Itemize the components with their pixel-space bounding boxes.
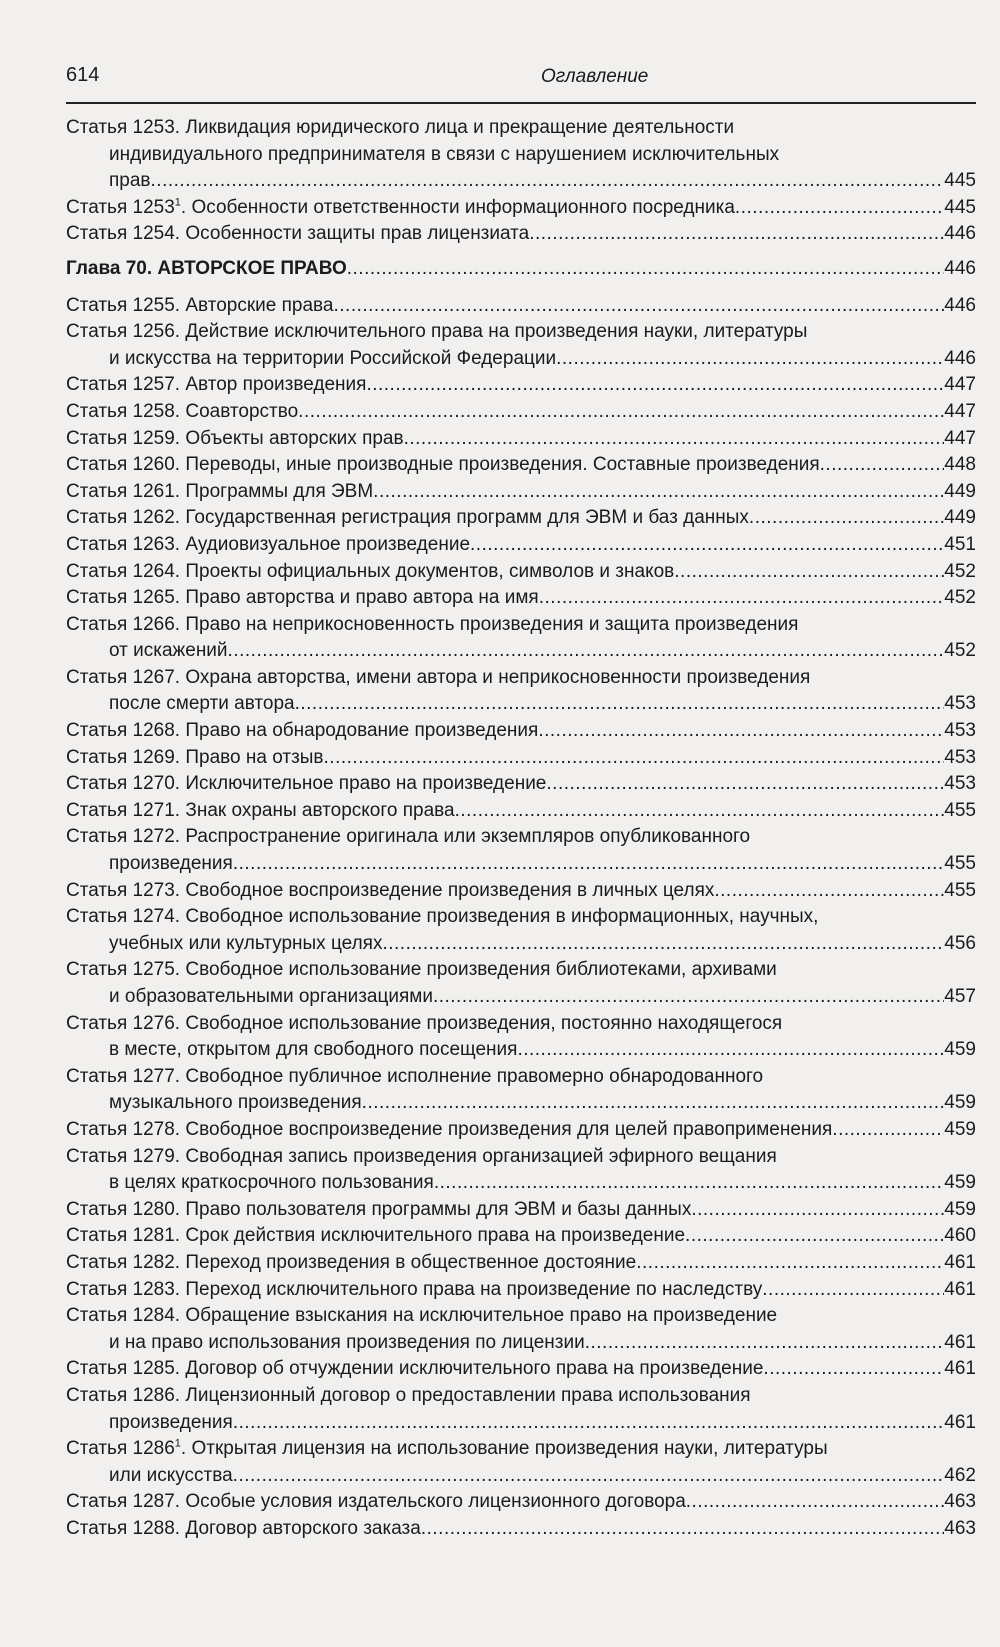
toc-page-number: 459 (944, 1172, 976, 1194)
toc-entry-number: Статья 1268. (66, 720, 181, 742)
toc-entry-number: Статья 1253 (66, 196, 175, 218)
toc-entry-number: Статья 1285. (66, 1358, 181, 1380)
toc-entry-number: Статья 1286. (66, 1384, 181, 1406)
toc-entry-number: Статья 1272. (66, 826, 181, 848)
toc-entry-number: Статья 1284. (66, 1305, 181, 1327)
toc-entry-continuation: произведения (109, 853, 233, 875)
toc-entry-continuation: и образовательными организациями (109, 986, 433, 1007)
toc-page-number: 461 (944, 1411, 976, 1433)
toc-entry-number: Статья 1270. (66, 773, 181, 795)
toc-page-number: 459 (944, 1039, 976, 1061)
toc-entry-title: Ликвидация юридического лица и прекращение деятельности (180, 117, 735, 138)
toc-entry (66, 1011, 976, 1064)
toc-page-number: 447 (944, 427, 976, 449)
dot-leader (585, 1330, 945, 1357)
toc-entry-superscript: 1 (174, 1437, 181, 1450)
toc-entry (66, 1277, 976, 1304)
toc-page-number: 448 (944, 454, 976, 476)
toc-entry (66, 1197, 976, 1224)
toc-entry-continuation: в целях краткосрочного пользования (109, 1172, 434, 1194)
toc-entry-number: Статья 1266. (66, 613, 181, 635)
toc-entry-title: Свободное использование произведения в информационных, научных, (180, 906, 819, 928)
toc-page-number: 461 (944, 1331, 976, 1353)
toc-entry-title: Особые условия издательского лицензионного договора (180, 1491, 686, 1513)
toc-entry (66, 878, 976, 905)
dot-leader (455, 798, 945, 825)
toc-entry-title: Лицензионный договор о предоставлении права использования (180, 1384, 751, 1406)
dot-leader (373, 479, 944, 506)
dot-leader (295, 691, 945, 718)
toc-entry (66, 824, 976, 877)
toc-page-number: 463 (944, 1517, 976, 1539)
toc-page-number: 461 (944, 1251, 976, 1273)
toc-page-number: 453 (944, 773, 976, 795)
toc-page-number: 453 (944, 693, 976, 715)
toc-entry (66, 665, 976, 718)
dot-leader (714, 878, 944, 905)
dot-leader (538, 718, 944, 745)
dot-leader (686, 1489, 945, 1516)
toc-entry-number: Статья 1279. (66, 1145, 181, 1167)
toc-page-number: 459 (944, 1092, 976, 1114)
toc-entry-continuation: произведения (109, 1411, 233, 1433)
toc-entry-number: Статья 1278. (66, 1118, 181, 1140)
toc-page-number: 452 (944, 587, 976, 609)
toc-entry-title: Свободная запись произведения организацией эфирного вещания (180, 1145, 777, 1167)
dot-leader (333, 293, 944, 320)
toc-entry-title: Право пользователя программы для ЭВМ и базы данных (180, 1198, 692, 1220)
dot-leader (228, 638, 945, 665)
toc-entry-continuation: учебных или культурных целях (109, 932, 383, 954)
toc-entry-number: Статья 1267. (66, 666, 181, 688)
toc-page-number: 446 (944, 223, 976, 245)
toc-entry-number: Статья 1283. (66, 1278, 181, 1300)
toc-entry-continuation: индивидуального предпринимателя в связи с нарушением исключительных (109, 143, 780, 165)
toc-page-number: 461 (944, 1358, 976, 1380)
toc-entry-title: Право на неприкосновенность произведения и защита произведения (180, 613, 799, 635)
toc-entry-title: Государственная регистрация программ для ЭВМ и баз данных (180, 507, 749, 529)
toc-entry (66, 399, 976, 426)
toc-page-number: 459 (944, 1118, 976, 1140)
dot-leader (347, 256, 945, 283)
dot-leader (366, 372, 944, 399)
toc-entry-number: Статья 1288. (66, 1517, 181, 1539)
toc-entry-number: Статья 1287. (66, 1491, 181, 1513)
toc-page-number: 453 (944, 720, 976, 742)
toc-page-number: 461 (944, 1278, 976, 1300)
toc-entry-number: Глава 70. (66, 257, 153, 279)
toc-entry-number: Статья 1260. (66, 454, 181, 476)
toc-entry (66, 585, 976, 612)
toc-entry-number: Статья 1276. (66, 1012, 181, 1034)
toc-entry (66, 293, 976, 320)
toc-entry (66, 612, 976, 665)
dot-leader (324, 745, 945, 772)
toc-entry (66, 195, 976, 222)
page-header (66, 64, 976, 96)
toc-entry (66, 1223, 976, 1250)
toc-page-number: 452 (944, 640, 976, 662)
toc-entry-number: Статья 1263. (66, 533, 181, 555)
running-title: Оглавление (541, 66, 649, 87)
toc-entry-title: Распространение оригинала или экземпляров опубликованного (180, 826, 751, 848)
dot-leader (556, 346, 944, 373)
toc-entry-title: Переход произведения в общественное достояние (180, 1251, 637, 1273)
toc-entry-title: Право авторства и право автора на имя (180, 587, 539, 609)
toc-entry (66, 559, 976, 586)
toc-page-number: 449 (944, 507, 976, 529)
dot-leader (763, 1356, 944, 1383)
toc-entry-title: Свободное использование произведения библиотеками, архивами (180, 959, 777, 981)
toc-entry (66, 1250, 976, 1277)
dot-leader (298, 399, 944, 426)
toc-entry (66, 1516, 976, 1543)
dot-leader (691, 1197, 944, 1224)
toc-entry-continuation: или искусства (109, 1464, 233, 1486)
toc-page-number: 453 (944, 746, 976, 768)
dot-leader (382, 931, 944, 958)
toc-entry (66, 1144, 976, 1197)
toc-entry-title: Охрана авторства, имени автора и неприкосновенности произведения (180, 666, 811, 688)
toc-page-number: 451 (944, 533, 976, 555)
toc-entry-continuation: после смерти автора (109, 693, 295, 715)
toc-entry-number: Статья 1271. (66, 799, 181, 821)
toc-entry-title: Свободное воспроизведение произведения для целей правоприменения (180, 1118, 833, 1140)
toc-page-number: 446 (944, 347, 976, 369)
toc-entry-title: . Особенности ответственности информационного посредника (180, 196, 735, 218)
toc-entry-title: Особенности защиты прав лицензиата (180, 223, 530, 245)
dot-leader (762, 1277, 944, 1304)
dot-leader (636, 1250, 944, 1277)
toc-entry (66, 319, 976, 372)
toc-entry-number: Статья 1275. (66, 959, 181, 981)
dot-leader (546, 771, 944, 798)
toc-entry-number: Статья 1273. (66, 879, 181, 901)
toc-entry (66, 745, 976, 772)
dot-leader (434, 1170, 944, 1197)
toc-page-number: 457 (944, 986, 976, 1007)
dot-leader (362, 1090, 945, 1117)
toc-entry (66, 221, 976, 248)
toc-entry-continuation: музыкального произведения (109, 1092, 362, 1114)
toc-entry-number: Статья 1259. (66, 427, 181, 449)
toc-entry-title: Аудиовизуальное произведение (180, 533, 471, 555)
dot-leader (233, 1463, 945, 1490)
toc-entry-title: Срок действия исключительного права на произведение (180, 1225, 686, 1247)
toc-entry (66, 904, 976, 957)
toc-entry-number: Статья 1254. (66, 223, 181, 245)
toc-entry-title: Автор произведения (180, 374, 367, 396)
toc-page-number: 455 (944, 799, 976, 821)
toc-entry-title: Свободное воспроизведение произведения в личных целях (180, 879, 715, 901)
toc-entry-number: Статья 1256. (66, 321, 181, 343)
toc-entry-title: Соавторство (180, 400, 299, 422)
dot-leader (433, 984, 944, 1011)
toc-page-number: 445 (944, 196, 976, 218)
toc-entry-title: Переводы, иные производные произведения. Составные произведения (180, 454, 820, 476)
toc-entry-title: Обращение взыскания на исключительное право на произведение (180, 1305, 778, 1327)
toc-entry-title: . Открытая лицензия на использование произведения науки, литературы (180, 1438, 828, 1460)
toc-entry-title: Знак охраны авторского права (180, 799, 455, 821)
toc-page-number: 456 (944, 932, 976, 954)
toc-entry-number: Статья 1281. (66, 1225, 181, 1247)
toc-entry (66, 372, 976, 399)
toc-page-number: 446 (944, 257, 976, 279)
toc-page-number: 449 (944, 480, 976, 502)
dot-leader (674, 559, 944, 586)
toc-entry (66, 718, 976, 745)
dot-leader (233, 851, 944, 878)
dot-leader (233, 1410, 944, 1437)
toc-entry (66, 115, 976, 195)
toc-entry (66, 505, 976, 532)
toc-entry (66, 1489, 976, 1516)
toc-entry-title: Действие исключительного права на произведения науки, литературы (180, 321, 808, 343)
toc-entry (66, 771, 976, 798)
toc-page-number: 459 (944, 1198, 976, 1220)
toc-entry-number: Статья 1286 (66, 1438, 175, 1460)
toc-entry-number: Статья 1258. (66, 400, 181, 422)
toc-entry (66, 1117, 976, 1144)
toc-entry-number: Статья 1274. (66, 906, 181, 928)
toc-entry-continuation: и искусства на территории Российской Федерации (109, 347, 557, 369)
toc-entry-title: Проекты официальных документов, символов и знаков (180, 560, 675, 582)
toc-page-number: 446 (944, 294, 976, 316)
toc-page-number: 445 (944, 170, 976, 192)
dot-leader (421, 1516, 944, 1543)
toc-entry-number: Статья 1253. (66, 117, 181, 138)
table-of-contents (66, 115, 976, 1542)
toc-entry (66, 479, 976, 506)
toc-entry-number: Статья 1277. (66, 1065, 181, 1087)
toc-entry-number: Статья 1262. (66, 507, 181, 529)
toc-page-number: 455 (944, 853, 976, 875)
toc-entry-number: Статья 1261. (66, 480, 181, 502)
toc-entry (66, 1064, 976, 1117)
toc-entry (66, 957, 976, 1010)
toc-entry-title: Программы для ЭВМ (180, 480, 374, 502)
toc-entry-title: Исключительное право на произведение (180, 773, 547, 795)
toc-entry-continuation: прав (109, 170, 151, 192)
toc-page-number: 455 (944, 879, 976, 901)
dot-leader (470, 532, 944, 559)
toc-entry-title: Свободное публичное исполнение правомерно обнародованного (180, 1065, 764, 1087)
toc-page-number: 460 (944, 1225, 976, 1247)
toc-page-number: 447 (944, 374, 976, 396)
toc-entry-title: Право на отзыв (180, 746, 324, 768)
toc-entry (66, 798, 976, 825)
dot-leader (749, 505, 944, 532)
toc-entry-number: Статья 1264. (66, 560, 181, 582)
toc-entry (66, 452, 976, 479)
toc-page-number: 463 (944, 1491, 976, 1513)
toc-page-number: 452 (944, 560, 976, 582)
dot-leader (735, 195, 944, 222)
toc-entry (66, 1303, 976, 1356)
toc-chapter-entry (66, 256, 976, 283)
toc-entry-number: Статья 1265. (66, 587, 181, 609)
toc-entry-title: Переход исключительного права на произведение по наследству (180, 1278, 763, 1300)
toc-entry-title: АВТОРСКОЕ ПРАВО (152, 257, 347, 279)
toc-entry-number: Статья 1282. (66, 1251, 181, 1273)
toc-entry-title: Право на обнародование произведения (180, 720, 539, 742)
toc-page-number: 447 (944, 400, 976, 422)
dot-leader (820, 452, 945, 479)
toc-entry-title: Авторские права (180, 294, 334, 316)
toc-entry (66, 1356, 976, 1383)
dot-leader (832, 1117, 944, 1144)
toc-page-number: 462 (944, 1464, 976, 1486)
toc-entry-title: Свободное использование произведения, постоянно находящегося (180, 1012, 783, 1034)
dot-leader (151, 168, 945, 195)
toc-entry-title: Договор об отчуждении исключительного права на произведение (180, 1358, 764, 1380)
toc-entry-number: Статья 1255. (66, 294, 181, 316)
toc-entry (66, 1436, 976, 1489)
page-number: 614 (66, 64, 100, 86)
toc-entry-number: Статья 1280. (66, 1198, 181, 1220)
toc-entry (66, 1383, 976, 1436)
toc-entry-continuation: и на право использования произведения по лицензии (109, 1331, 585, 1353)
header-rule (66, 102, 976, 104)
dot-leader (539, 585, 945, 612)
toc-entry-number: Статья 1269. (66, 746, 181, 768)
toc-entry (66, 532, 976, 559)
toc-entry-number: Статья 1257. (66, 374, 181, 396)
toc-entry-title: Договор авторского заказа (180, 1517, 421, 1539)
dot-leader (404, 426, 945, 453)
dot-leader (685, 1223, 944, 1250)
dot-leader (529, 221, 944, 248)
toc-entry (66, 426, 976, 453)
toc-entry-title: Объекты авторских прав (180, 427, 404, 449)
toc-entry-continuation: в месте, открытом для свободного посещения (109, 1039, 518, 1061)
dot-leader (517, 1037, 944, 1064)
toc-entry-superscript: 1 (174, 196, 181, 209)
toc-entry-continuation: от искажений (109, 640, 228, 662)
